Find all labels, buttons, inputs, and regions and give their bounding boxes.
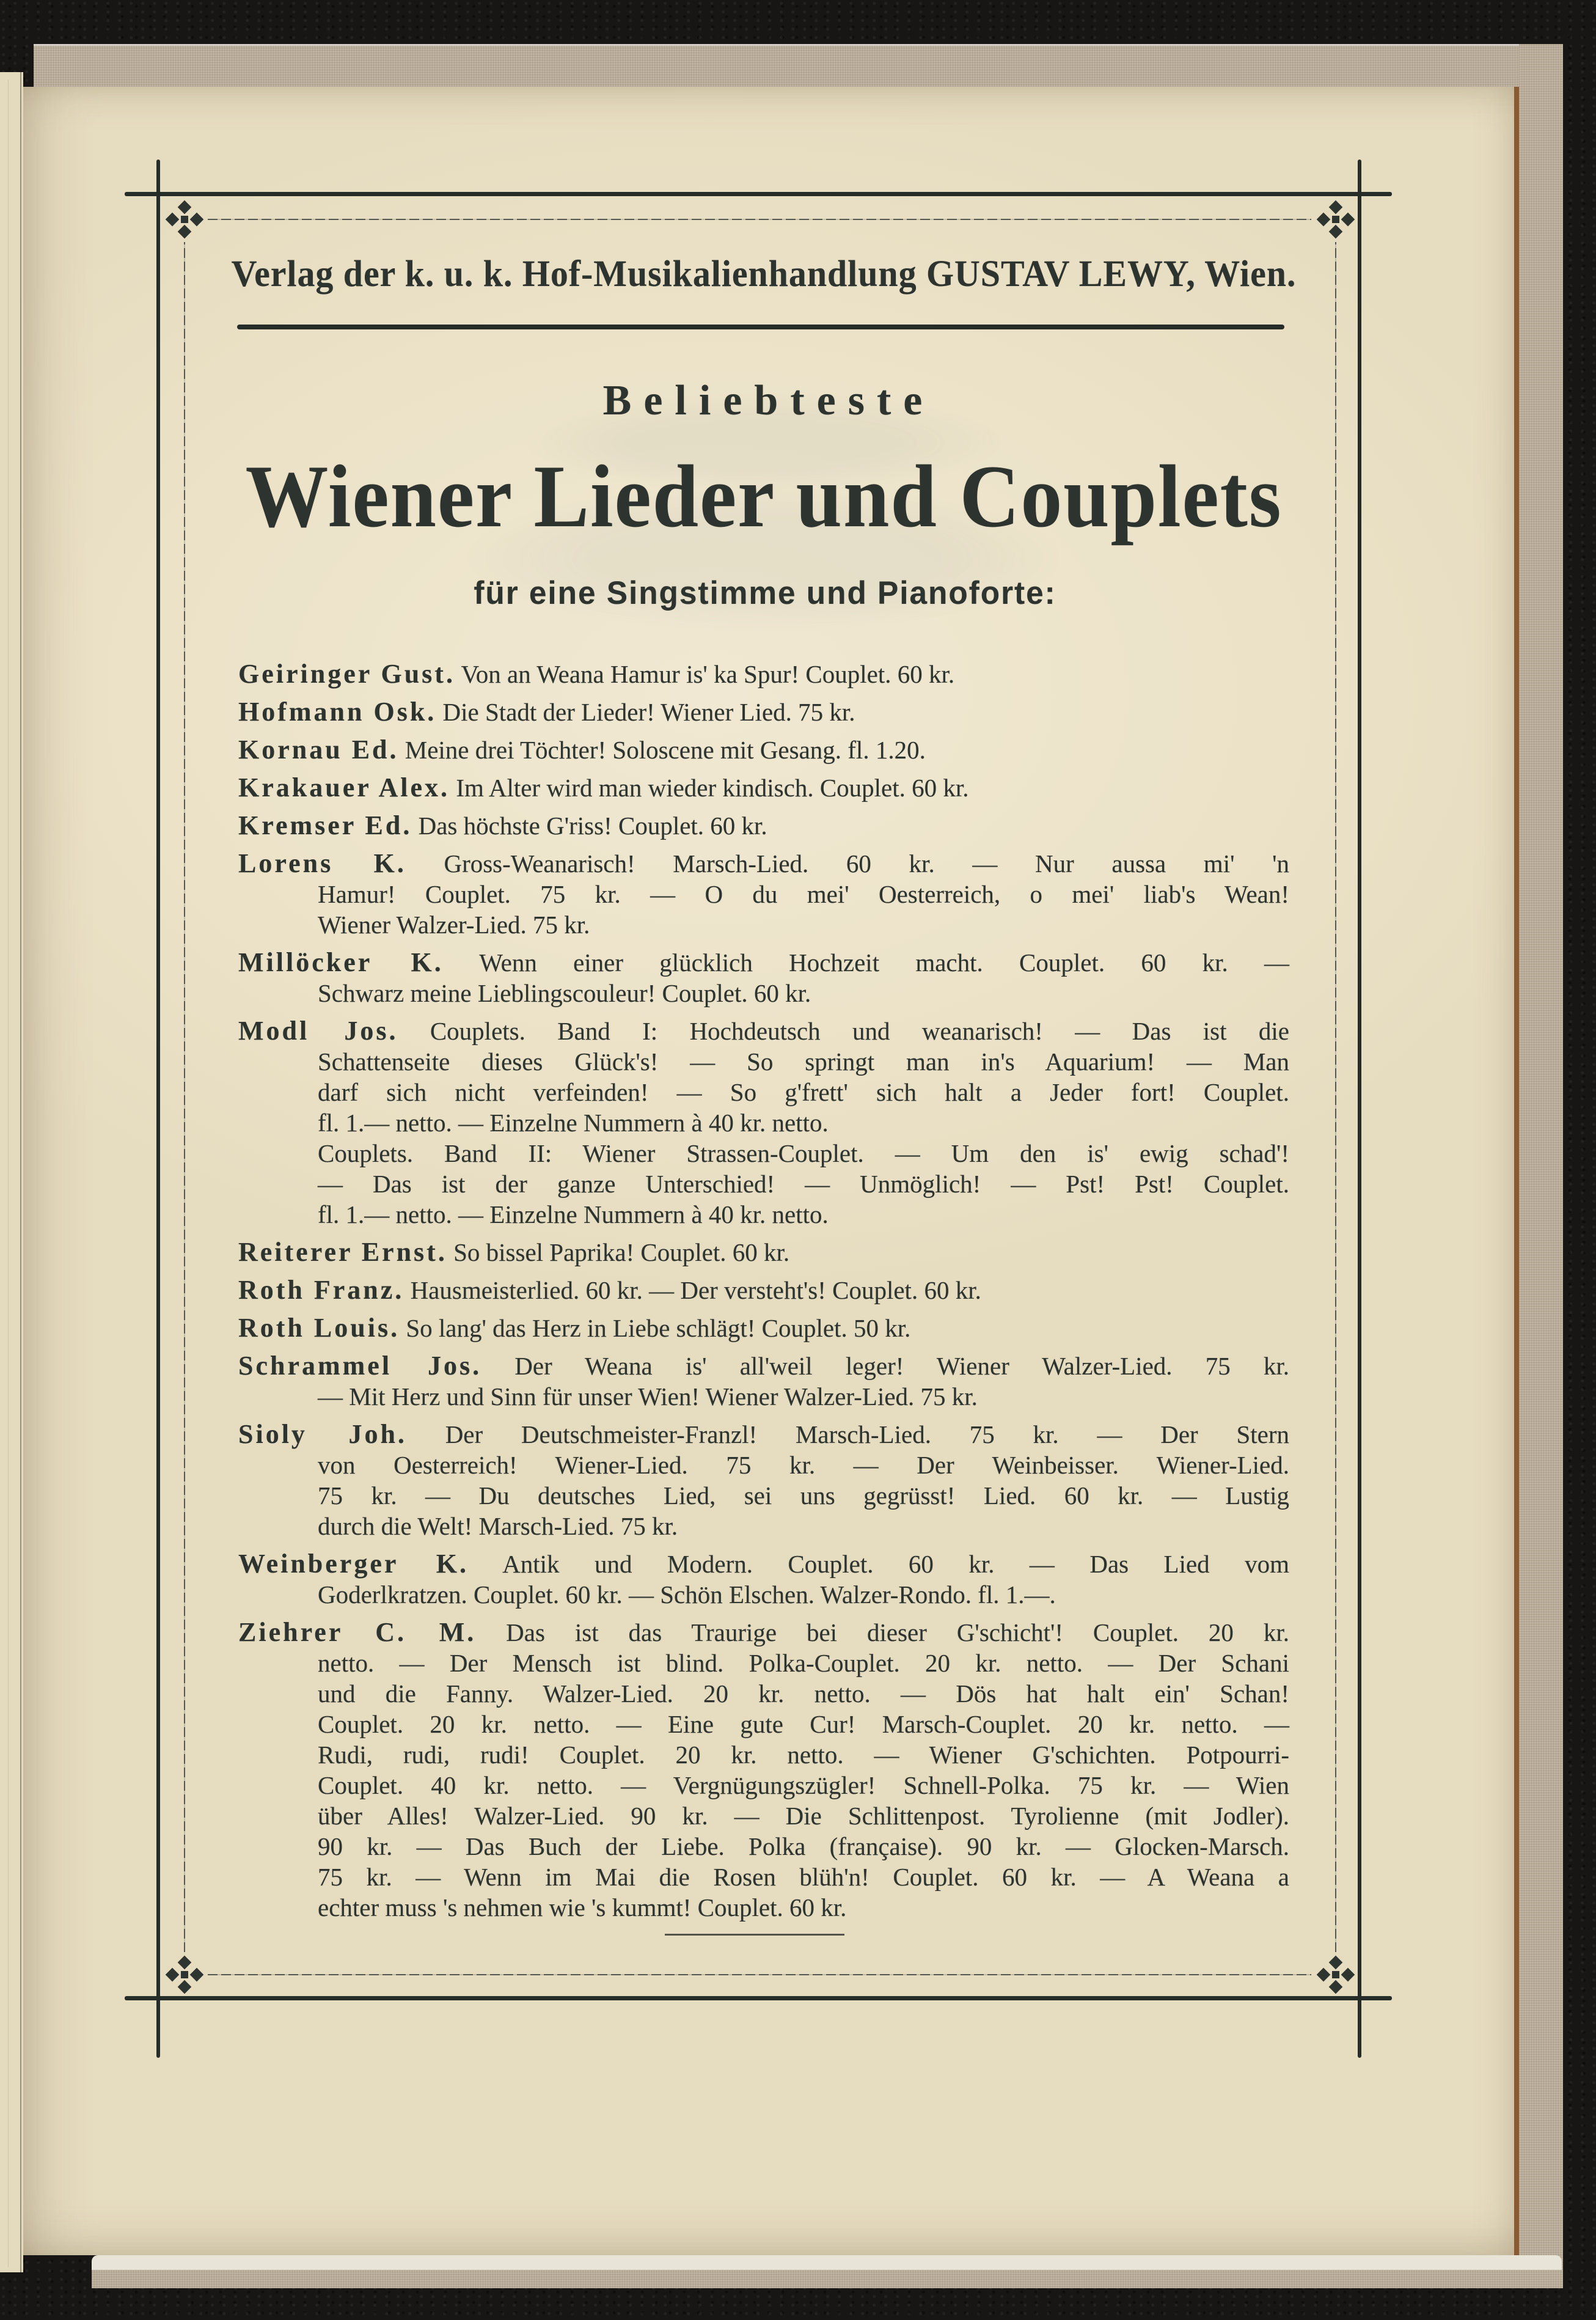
page-edge-brown-line xyxy=(1514,87,1519,2255)
entry-line: netto. — Der Mensch ist blind. Polka-Couplet. 20 kr. netto. — Der Schani xyxy=(318,1649,1289,1677)
entry-line: Reiterer Ernst. So bissel Paprika! Couplet. 60 kr. xyxy=(238,1237,790,1267)
entry-line: Couplet. 40 kr. netto. — Vergnügungszügler! Schnell-Polka. 75 kr. — Wien xyxy=(318,1771,1289,1799)
catalog-entry xyxy=(238,1275,1289,1305)
book-cloth-edge-right xyxy=(1519,44,1563,2288)
entry-line: fl. 1.— netto. — Einzelne Nummern à 40 kr. netto. xyxy=(318,1200,829,1228)
entry-line: fl. 1.— netto. — Einzelne Nummern à 40 kr. netto. xyxy=(318,1109,829,1137)
entry-line: 90 kr. — Das Buch der Liebe. Polka (française). 90 kr. — Glocken-Marsch. xyxy=(318,1832,1289,1860)
composer-name: Schrammel Jos. xyxy=(238,1351,482,1381)
outer-frame-rule-right xyxy=(1358,160,1361,2058)
entry-line: 75 kr. — Du deutsches Lied, sei uns gegrüsst! Lied. 60 kr. — Lustig xyxy=(318,1481,1289,1510)
catalog-entry xyxy=(238,659,1289,689)
outer-frame-rule-top xyxy=(125,192,1392,196)
catalog-entry xyxy=(238,848,1289,940)
catalog-entry xyxy=(238,1351,1289,1412)
page-gutter-line xyxy=(8,79,9,2267)
catalog-entry xyxy=(238,1313,1289,1343)
publisher-underline-rule xyxy=(237,325,1284,329)
entry-line: Roth Louis. So lang' das Herz in Liebe schlägt! Couplet. 50 kr. xyxy=(238,1313,911,1343)
entry-line: Kremser Ed. Das höchste G'riss! Couplet. 60 kr. xyxy=(238,810,767,840)
composer-name: Kornau Ed. xyxy=(238,735,399,765)
entry-line: Rudi, rudi, rudi! Couplet. 20 kr. netto. — Wiener G'schichten. Potpourri- xyxy=(318,1741,1289,1769)
inner-frame-rule-bottom xyxy=(208,1974,1311,1975)
entry-line: Schwarz meine Lieblingscouleur! Couplet. 60 kr. xyxy=(318,979,811,1007)
catalog-entry xyxy=(238,1016,1289,1230)
inner-frame-rule-left xyxy=(184,242,185,1952)
entry-line: Modl Jos. Couplets. Band I: Hochdeutsch und weanarisch! — Das ist die xyxy=(238,1016,1289,1046)
entry-line: Hamur! Couplet. 75 kr. — O du mei' Oesterreich, o mei' liab's Wean! xyxy=(318,880,1289,908)
entry-line: und die Fanny. Walzer-Lied. 20 kr. netto. — Dös hat halt ein' Schan! xyxy=(318,1679,1289,1708)
catalog-entry xyxy=(238,810,1289,841)
catalog-entry xyxy=(238,773,1289,803)
entries-list xyxy=(238,659,1289,1930)
entry-line: Weinberger K. Antik und Modern. Couplet. 60 kr. — Das Lied vom xyxy=(238,1549,1289,1579)
composer-name: Reiterer Ernst. xyxy=(238,1237,447,1267)
entry-line: Schattenseite dieses Glück's! — So springt man in's Aquarium! — Man xyxy=(318,1048,1289,1076)
entry-line: über Alles! Walzer-Lied. 90 kr. — Die Schlittenpost. Tyrolienne (mit Jodler). xyxy=(318,1802,1289,1830)
composer-name: Millöcker K. xyxy=(238,947,444,977)
entry-line: Roth Franz. Hausmeisterlied. 60 kr. — Der versteht's! Couplet. 60 kr. xyxy=(238,1275,981,1305)
publisher-line: Verlag der k. u. k. Hof-Musikalienhandlung GUSTAV LEWY, Wien. xyxy=(231,254,1297,295)
entry-line: Couplets. Band II: Wiener Strassen-Couplet. — Um den is' ewig schad'! xyxy=(318,1139,1289,1167)
entry-line: Krakauer Alex. Im Alter wird man wieder kindisch. Couplet. 60 kr. xyxy=(238,773,969,802)
entry-line: Schrammel Jos. Der Weana is' all'weil leger! Wiener Walzer-Lied. 75 kr. xyxy=(238,1351,1290,1381)
outer-frame-rule-left xyxy=(156,160,160,2058)
catalog-entry xyxy=(238,1617,1289,1923)
composer-name: Lorens K. xyxy=(238,848,406,878)
entry-line: Wiener Walzer-Lied. 75 kr. xyxy=(318,911,590,939)
entry-line: Goderlkratzen. Couplet. 60 kr. — Schön Elschen. Walzer-Rondo. fl. 1.—. xyxy=(318,1580,1056,1609)
catalog-entry xyxy=(238,1237,1289,1268)
entry-line: von Oesterreich! Wiener-Lied. 75 kr. — Der Weinbeisser. Wiener-Lied. xyxy=(318,1451,1289,1479)
page-block-edge-bottom xyxy=(92,2255,1562,2270)
entry-line: echter muss 's nehmen wie 's kummt! Couplet. 60 kr. xyxy=(318,1893,847,1922)
entry-line: 75 kr. — Wenn im Mai die Rosen blüh'n! Couplet. 60 kr. — A Weana a xyxy=(318,1863,1289,1891)
composer-name: Krakauer Alex. xyxy=(238,773,450,802)
page-subtitle: für eine Singstimme und Pianoforte: xyxy=(474,575,1056,611)
book-cloth-edge-bottom xyxy=(92,2270,1563,2288)
catalog-entry xyxy=(238,1419,1289,1541)
composer-name: Roth Franz. xyxy=(238,1275,404,1305)
entry-line: — Mit Herz und Sinn für unser Wien! Wiener Walzer-Lied. 75 kr. xyxy=(318,1382,978,1411)
entry-line: Sioly Joh. Der Deutschmeister-Franzl! Marsch-Lied. 75 kr. — Der Stern xyxy=(238,1419,1290,1449)
entry-line: Hofmann Osk. Die Stadt der Lieder! Wiener Lied. 75 kr. xyxy=(238,697,855,727)
heading-kicker: Beliebteste xyxy=(602,377,935,424)
catalog-entry xyxy=(238,1549,1289,1610)
entry-line: durch die Welt! Marsch-Lied. 75 kr. xyxy=(318,1512,678,1540)
entry-line: darf sich nicht verfeinden! — So g'frett' sich halt a Jeder fort! Couplet. xyxy=(318,1078,1289,1106)
entry-line: Couplet. 20 kr. netto. — Eine gute Cur! Marsch-Couplet. 20 kr. netto. — xyxy=(318,1710,1289,1738)
catalog-entry xyxy=(238,697,1289,727)
entry-line: — Das ist der ganze Unterschied! — Unmöglich! — Pst! Pst! Couplet. xyxy=(318,1170,1289,1198)
inner-frame-rule-right xyxy=(1335,242,1336,1952)
entry-line: Geiringer Gust. Von an Weana Hamur is' ka Spur! Couplet. 60 kr. xyxy=(238,659,955,689)
composer-name: Modl Jos. xyxy=(238,1016,398,1046)
page-title: Wiener Lieder und Couplets xyxy=(245,447,1283,546)
inner-frame-rule-top xyxy=(208,219,1311,220)
entry-line: Lorens K. Gross-Weanarisch! Marsch-Lied. 60 kr. — Nur aussa mi' 'n xyxy=(238,848,1290,878)
outer-frame-rule-bottom xyxy=(125,1996,1392,2000)
composer-name: Ziehrer C. M. xyxy=(238,1617,477,1647)
book-cloth-edge-top xyxy=(34,44,1563,89)
bottom-divider-rule xyxy=(665,1934,844,1936)
composer-name: Weinberger K. xyxy=(238,1549,469,1579)
entry-line: Millöcker K. Wenn einer glücklich Hochzeit macht. Couplet. 60 kr. — xyxy=(238,947,1289,977)
entry-line: Kornau Ed. Meine drei Töchter! Soloscene mit Gesang. fl. 1.20. xyxy=(238,735,926,765)
composer-name: Geiringer Gust. xyxy=(238,659,455,689)
catalog-entry xyxy=(238,735,1289,765)
catalog-entry xyxy=(238,947,1289,1008)
page-gutter-line xyxy=(20,72,21,2272)
composer-name: Sioly Joh. xyxy=(238,1419,407,1449)
composer-name: Hofmann Osk. xyxy=(238,697,437,727)
entry-line: Ziehrer C. M. Das ist das Traurige bei dieser G'schicht'! Couplet. 20 kr. xyxy=(238,1617,1289,1647)
composer-name: Roth Louis. xyxy=(238,1313,400,1343)
composer-name: Kremser Ed. xyxy=(238,810,412,840)
